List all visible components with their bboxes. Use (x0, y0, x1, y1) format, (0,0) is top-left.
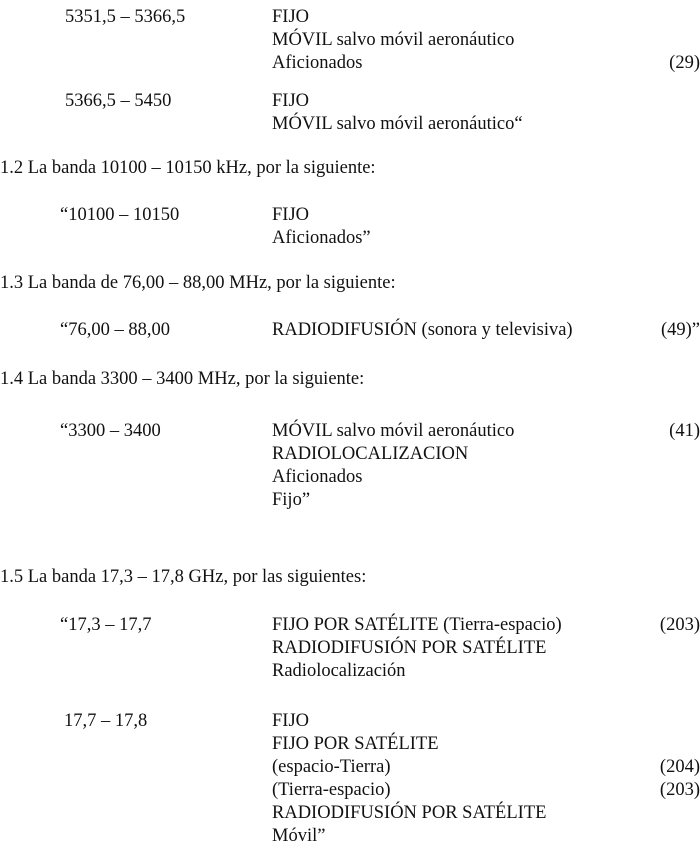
allocation-line (0, 660, 700, 683)
frequency-range: 5351,5 – 5366,5 (65, 7, 186, 27)
allocation-line (0, 443, 700, 466)
service-text: FIJO POR SATÉLITE (Tierra-espacio) (272, 615, 562, 635)
allocation-line (0, 90, 700, 113)
service-text: RADIOLOCALIZACION (272, 444, 469, 464)
allocation-line (0, 710, 700, 733)
service-text: FIJO (272, 7, 310, 27)
allocation-line (0, 113, 700, 136)
footnote-ref: (203) (659, 615, 700, 635)
allocation-block-17-3 (0, 614, 700, 683)
allocation-line (0, 6, 700, 29)
allocation-block-76 (0, 319, 700, 342)
service-text: MÓVIL salvo móvil aeronáutico (272, 30, 515, 50)
allocation-line (0, 52, 700, 75)
footnote-ref: (41) (669, 421, 700, 441)
service-text: FIJO POR SATÉLITE (272, 734, 439, 754)
service-text: RADIODIFUSIÓN POR SATÉLITE (272, 803, 547, 823)
allocation-line (0, 802, 700, 825)
section-heading-1-2: 1.2 La banda 10100 – 10150 kHz, por la siguiente: (0, 158, 376, 178)
service-text: Fijo” (272, 490, 311, 510)
service-text: MÓVIL salvo móvil aeronáutico (272, 421, 515, 441)
frequency-range: 17,7 – 17,8 (64, 711, 148, 731)
service-text: Aficionados (272, 53, 363, 73)
service-text: Radiolocalización (272, 661, 406, 681)
footnote-ref: (29) (669, 53, 700, 73)
service-text: Aficionados (272, 467, 363, 487)
allocation-line (0, 825, 700, 848)
allocation-line (0, 637, 700, 660)
allocation-block-5351 (0, 6, 700, 75)
service-text: FIJO (272, 711, 310, 731)
service-text: (Tierra-espacio) (272, 780, 391, 800)
service-text: RADIODIFUSIÓN (sonora y televisiva) (272, 320, 573, 340)
service-text: Aficionados” (272, 228, 371, 248)
allocation-line (0, 614, 700, 637)
section-heading-1-5: 1.5 La banda 17,3 – 17,8 GHz, por las siguientes: (0, 567, 367, 587)
section-heading-1-4: 1.4 La banda 3300 – 3400 MHz, por la siguiente: (0, 369, 365, 389)
section-heading-1-3: 1.3 La banda de 76,00 – 88,00 MHz, por la siguiente: (0, 273, 396, 293)
service-text: MÓVIL salvo móvil aeronáutico“ (272, 114, 523, 134)
service-text: Móvil” (272, 826, 326, 846)
frequency-range: “10100 – 10150 (60, 205, 180, 225)
allocation-line (0, 420, 700, 443)
allocation-line (0, 756, 700, 779)
allocation-line (0, 319, 700, 342)
frequency-range: “17,3 – 17,7 (60, 615, 152, 635)
allocation-line (0, 466, 700, 489)
service-text: FIJO (272, 91, 310, 111)
allocation-block-3300 (0, 420, 700, 512)
footnote-ref: (203) (659, 780, 700, 800)
allocation-line (0, 779, 700, 802)
service-text: FIJO (272, 205, 310, 225)
frequency-range: 5366,5 – 5450 (65, 91, 172, 111)
allocation-block-17-7 (0, 710, 700, 848)
allocation-block-5366 (0, 90, 700, 136)
frequency-range: “3300 – 3400 (60, 421, 161, 441)
footnote-ref: (204) (659, 757, 700, 777)
allocation-line (0, 227, 700, 250)
allocation-line (0, 733, 700, 756)
frequency-range: “76,00 – 88,00 (60, 320, 170, 340)
allocation-block-10100 (0, 204, 700, 250)
service-text: (espacio-Tierra) (272, 757, 391, 777)
allocation-line (0, 204, 700, 227)
allocation-line (0, 29, 700, 52)
service-text: RADIODIFUSIÓN POR SATÉLITE (272, 638, 547, 658)
allocation-line (0, 489, 700, 512)
footnote-ref: (49)” (660, 320, 700, 340)
